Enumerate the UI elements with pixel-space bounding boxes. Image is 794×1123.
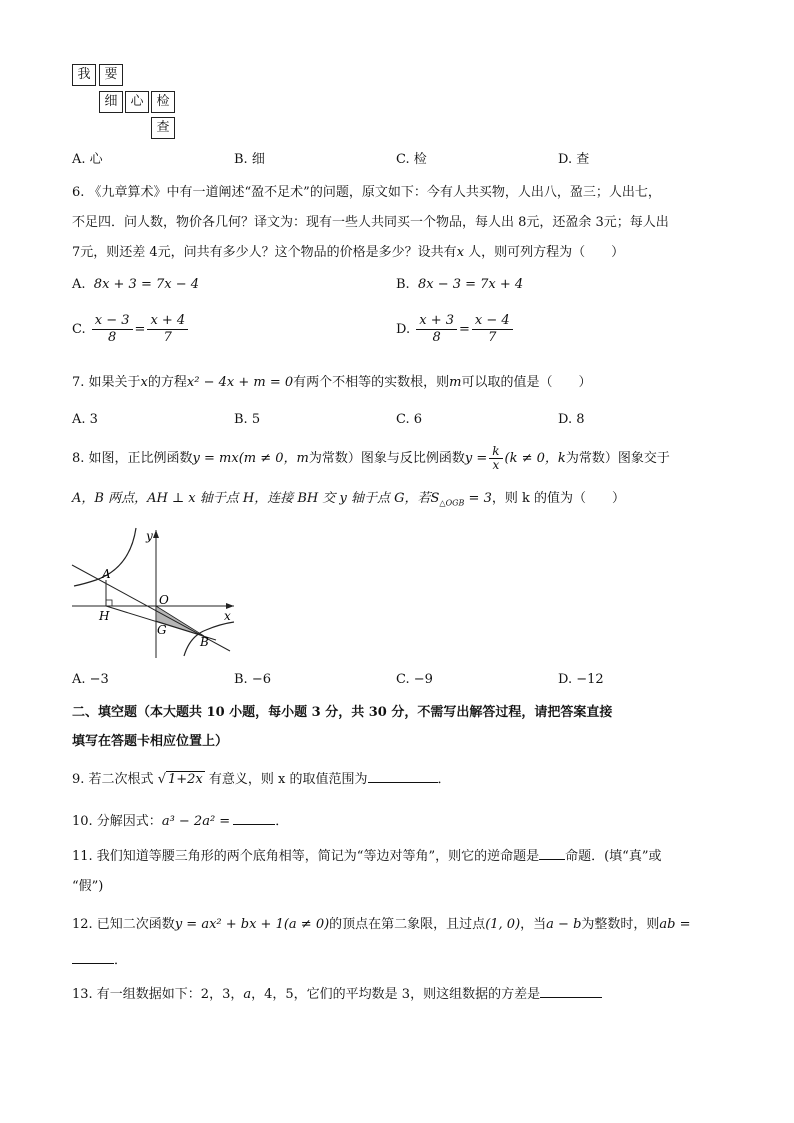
q6-option-a	[72, 276, 199, 294]
q7-option-a: A. 3	[72, 412, 98, 427]
numerator: x − 3	[92, 313, 133, 330]
q8-area-subscript: △OGB	[439, 498, 465, 508]
label-h: H	[99, 609, 110, 623]
q13-stem	[72, 985, 602, 1004]
q8-expr: = 3	[464, 491, 492, 506]
q7-option-c: C. 6	[396, 412, 423, 427]
section-2-heading-line-2: 填写在答题卡相应位置上）	[72, 734, 229, 749]
label-a: A	[102, 567, 111, 581]
option-label: D.	[396, 322, 411, 337]
q9-stem	[72, 770, 451, 789]
fraction	[489, 445, 502, 472]
denominator: x	[492, 458, 500, 472]
q9-text: 9. 若二次根式	[72, 772, 154, 787]
net-cell: 查	[151, 117, 175, 139]
q12-line-2	[72, 951, 127, 970]
q6-line-2: 不足四．问人数，物价各几何？译文为：现有一些人共同买一个物品，每人出 8元，还盈余 3元；每人出	[72, 215, 669, 230]
q7-stem	[72, 374, 591, 392]
numerator: k	[489, 445, 502, 459]
denominator: 7	[163, 330, 172, 345]
q12-text: ．	[114, 953, 128, 968]
option-label: B.	[396, 277, 410, 292]
q9-text: 有意义，则 x 的取值范围为	[208, 772, 368, 787]
q10-expr: a³ − 2a² =	[161, 814, 231, 829]
q7-var: m	[449, 375, 462, 390]
q6-option-c: C. $\frac{x - 3}{8}$ = $\frac{x + 4}{7}$	[72, 313, 190, 346]
q8-expr: y =	[464, 451, 488, 466]
q11-answer-blank[interactable]	[539, 847, 565, 860]
q10-text: ．	[275, 814, 289, 829]
q7-text: 的方程	[147, 375, 187, 390]
q6-line-1: 6. 《九章算术》中有一道阐述“盈不足术”的问题，原文如下：今有人共买物，人出八，盈三；人出七，	[72, 185, 661, 200]
q12-expr: a − b	[546, 917, 582, 932]
numerator: x + 4	[147, 313, 188, 330]
q10-stem	[72, 812, 288, 831]
sqrt-sign: √	[157, 772, 166, 787]
option-label: A.	[72, 277, 86, 292]
hyperbola-right-branch	[184, 622, 234, 656]
label-g: G	[157, 623, 167, 637]
q8-text: 为常数）图象交于	[565, 451, 670, 466]
net-cell: 我	[72, 64, 96, 86]
q8-option-a: A. −3	[72, 672, 109, 687]
net-cell: 细	[99, 91, 123, 113]
q6-option-d: D. $\frac{x + 3}{8}$ = $\frac{x - 4}{7}$	[396, 313, 515, 346]
q6-line-3-text: 7元，则还差 4元，问共有多少人？这个物品的价格是多少？设共有	[72, 245, 457, 260]
q7-equation: x² − 4x + m = 0	[186, 375, 294, 390]
label-b: B	[200, 635, 209, 649]
numerator: x − 4	[472, 313, 513, 330]
cube-net-figure	[72, 64, 192, 144]
q12-expr: ab =	[659, 917, 691, 932]
q12-line-1	[72, 916, 691, 934]
q8-option-b: B. −6	[234, 672, 271, 687]
q13-text: ，4，5，它们的平均数是 3，则这组数据的方差是	[251, 987, 541, 1002]
q8-expr: y = mx(m ≠ 0，m	[192, 451, 309, 466]
q8-expr: (k ≠ 0，k	[504, 451, 566, 466]
q7-text: 7. 如果关于	[72, 375, 141, 390]
fraction	[147, 313, 188, 346]
q9-text: ．	[437, 772, 451, 787]
option-expr: 8x + 3 = 7x − 4	[93, 277, 200, 292]
q12-answer-blank[interactable]	[72, 951, 114, 964]
q5-option-d: D. 查	[558, 152, 590, 167]
q6-line-3-end: 人，则可列方程为（ ）	[464, 245, 625, 260]
q8-text: 为常数）图象与反比例函数	[308, 451, 465, 466]
q12-expr: y = ax² + bx + 1(a ≠ 0)	[174, 917, 330, 932]
q12-text: 12. 已知二次函数	[72, 917, 175, 932]
q11-text: 命题．(填“真”或	[565, 849, 662, 864]
fraction	[472, 313, 513, 346]
q12-text: 的顶点在第二象限，且过点	[329, 917, 486, 932]
net-cell: 要	[99, 64, 123, 86]
net-cell: 心	[125, 91, 149, 113]
q13-var: a	[243, 987, 252, 1002]
q12-point: (1, 0)	[485, 917, 521, 932]
q8-line-2	[72, 490, 625, 513]
q8-function-graph	[66, 524, 246, 662]
q11-line-2: “假”)	[72, 879, 104, 894]
denominator: 7	[488, 330, 497, 345]
section-2-heading-line-1: 二、填空题（本大题共 10 小题，每小题 3 分，共 30 分，不需写出解答过程，请把答案直接	[72, 705, 613, 720]
label-y: y	[146, 529, 153, 543]
q5-option-c: C. 检	[396, 152, 427, 167]
q10-text: 10. 分解因式：	[72, 814, 162, 829]
right-angle-mark	[106, 600, 112, 606]
q5-option-b: B. 细	[234, 152, 265, 167]
q8-text: 8. 如图，正比例函数	[72, 451, 193, 466]
label-x: x	[224, 609, 231, 623]
net-cell: 检	[151, 91, 175, 113]
q7-option-d: D. 8	[558, 412, 585, 427]
q8-line-1	[72, 445, 670, 472]
q11-line-1	[72, 847, 661, 866]
q9-answer-blank[interactable]	[368, 770, 438, 783]
q9-radicand: 1+2x	[167, 772, 203, 787]
q7-option-b: B. 5	[234, 412, 261, 427]
q13-answer-blank[interactable]	[540, 985, 602, 998]
q11-text: 11. 我们知道等腰三角形的两个底角相等，简记为“等边对等角”，则它的逆命题是	[72, 849, 540, 864]
q8-option-d: D. −12	[558, 672, 604, 687]
denominator: 8	[432, 330, 441, 345]
option-label: C.	[72, 322, 86, 337]
q8-text: A，B 两点，AH ⊥ x 轴于点 H，连接 BH 交 y 轴于点 G，若	[72, 491, 431, 506]
q6-line-3	[72, 244, 624, 262]
q7-text: 有两个不相等的实数根，则	[293, 375, 450, 390]
q8-area-symbol: S	[430, 491, 440, 506]
q6-option-b	[396, 276, 523, 294]
fraction	[416, 313, 457, 346]
q7-var: x	[140, 375, 148, 390]
q10-answer-blank[interactable]	[233, 812, 275, 825]
q7-text: 可以取的值是（ ）	[461, 375, 592, 390]
y-axis-arrow	[153, 530, 159, 538]
numerator: x + 3	[416, 313, 457, 330]
q5-option-a: A. 心	[72, 152, 103, 167]
label-o: O	[159, 593, 169, 607]
q13-text: 13. 有一组数据如下：2，3，	[72, 987, 244, 1002]
q8-option-c: C. −9	[396, 672, 433, 687]
option-expr: 8x − 3 = 7x + 4	[417, 277, 524, 292]
q12-text: ，当	[520, 917, 547, 932]
q12-text: 为整数时，则	[581, 917, 660, 932]
q6-var: x	[456, 245, 465, 260]
fraction	[92, 313, 133, 346]
q8-text: ，则 k 的值为（ ）	[491, 491, 625, 506]
denominator: 8	[108, 330, 117, 345]
